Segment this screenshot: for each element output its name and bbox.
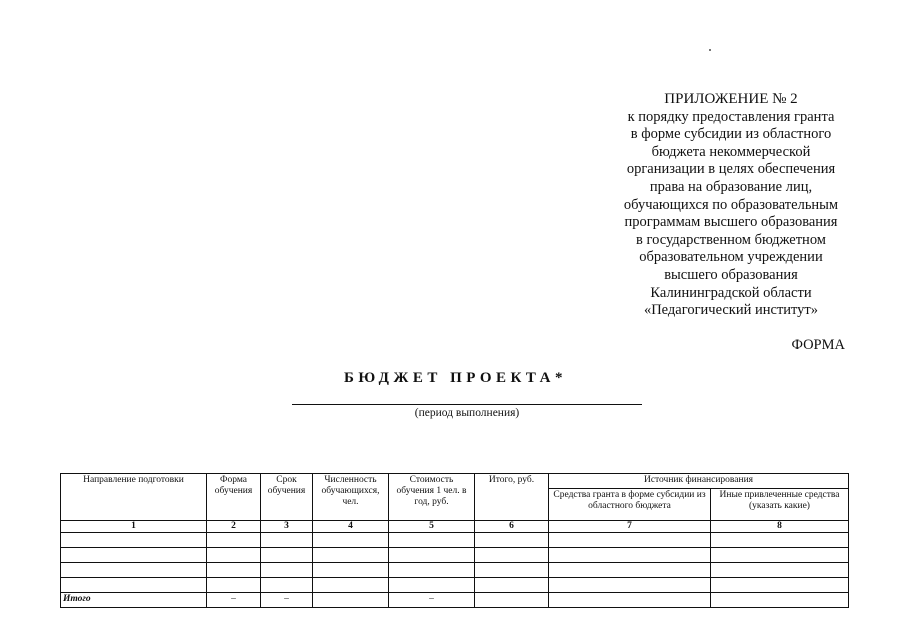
- appendix-line: организации в целях обеспечения: [626, 161, 836, 178]
- appendix-line: бюджета некоммерческой: [651, 143, 811, 160]
- table-cell: [389, 533, 475, 548]
- table-cell: [207, 533, 261, 548]
- column-number: 8: [711, 521, 849, 533]
- table-cell: [549, 563, 711, 578]
- table-cell: [475, 548, 549, 563]
- table-cell: [313, 578, 389, 593]
- appendix-line: обучающихся по образовательным: [623, 196, 839, 213]
- table-cell: [711, 578, 849, 593]
- table-cell: [261, 578, 313, 593]
- table-cell: [207, 548, 261, 563]
- appendix-line: в форме субсидии из областного: [630, 126, 832, 143]
- appendix-line: к порядку предоставления гранта: [627, 108, 835, 125]
- table-cell: [313, 548, 389, 563]
- table-row: [61, 548, 849, 563]
- header-grant: Средства гранта в форме субсидии из областного бюджета: [549, 489, 711, 521]
- budget-title: БЮДЖЕТ ПРОЕКТА*: [344, 370, 567, 386]
- column-number-row: [61, 521, 849, 533]
- total-grant-cell: [549, 593, 711, 608]
- total-label: Итого: [61, 593, 207, 608]
- appendix-line: Калининградской области: [650, 284, 812, 301]
- table-cell: [61, 578, 207, 593]
- total-term-cell: –: [261, 593, 313, 608]
- table-cell: [389, 548, 475, 563]
- table-cell: [313, 533, 389, 548]
- table-cell: [711, 563, 849, 578]
- appendix-line: в государственном бюджетном: [636, 231, 826, 248]
- column-number: 7: [549, 521, 711, 533]
- total-sum-cell: [475, 593, 549, 608]
- total-cost-cell: –: [389, 593, 475, 608]
- table-cell: [207, 563, 261, 578]
- appendix-line: высшего образования: [664, 266, 798, 283]
- table-cell: [549, 548, 711, 563]
- table-cell: [61, 533, 207, 548]
- column-number: 1: [61, 521, 207, 533]
- appendix-line: права на образование лиц,: [649, 178, 813, 195]
- appendix-title: ПРИЛОЖЕНИЕ № 2: [664, 91, 798, 107]
- header-cost: Стоимость обучения 1 чел. в год, руб.: [389, 474, 475, 521]
- column-number: 4: [313, 521, 389, 533]
- table-cell: [389, 563, 475, 578]
- table-cell: [475, 578, 549, 593]
- header-count: Численность обучающихся, чел.: [313, 474, 389, 521]
- table-cell: [711, 548, 849, 563]
- budget-table: [60, 473, 849, 608]
- table-row: [61, 563, 849, 578]
- table-row: [61, 578, 849, 593]
- column-number: 6: [475, 521, 549, 533]
- appendix-line: образовательном учреждении: [639, 249, 823, 266]
- column-number: 2: [207, 521, 261, 533]
- column-number: 3: [261, 521, 313, 533]
- table-cell: [207, 578, 261, 593]
- table-cell: [389, 578, 475, 593]
- form-label: ФОРМА: [791, 337, 845, 353]
- total-other-cell: [711, 593, 849, 608]
- header-source: Источник финансирования: [549, 474, 849, 489]
- table-cell: [261, 548, 313, 563]
- total-count-cell: [313, 593, 389, 608]
- header-total: Итого, руб.: [475, 474, 549, 521]
- column-number: 5: [389, 521, 475, 533]
- header-direction: Направление подготовки: [61, 474, 207, 521]
- table-cell: [711, 533, 849, 548]
- table-cell: [549, 578, 711, 593]
- table-cell: [261, 533, 313, 548]
- table-cell: [475, 533, 549, 548]
- table-cell: [549, 533, 711, 548]
- header-form: Форма обучения: [207, 474, 261, 521]
- table-cell: [313, 563, 389, 578]
- total-row: [61, 593, 849, 608]
- table-cell: [261, 563, 313, 578]
- appendix-header: [590, 91, 872, 320]
- header-other: Иные привлеченные средства (указать какие): [711, 489, 849, 521]
- table-cell: [61, 563, 207, 578]
- total-form-cell: –: [207, 593, 261, 608]
- period-caption: (период выполнения): [414, 407, 520, 419]
- appendix-line: «Педагогический институт»: [643, 302, 819, 319]
- scan-speck: [709, 49, 711, 51]
- table-cell: [475, 563, 549, 578]
- period-underline: [292, 404, 642, 405]
- appendix-line: программам высшего образования: [624, 214, 838, 231]
- table-row: [61, 533, 849, 548]
- header-term: Срок обучения: [261, 474, 313, 521]
- table-cell: [61, 548, 207, 563]
